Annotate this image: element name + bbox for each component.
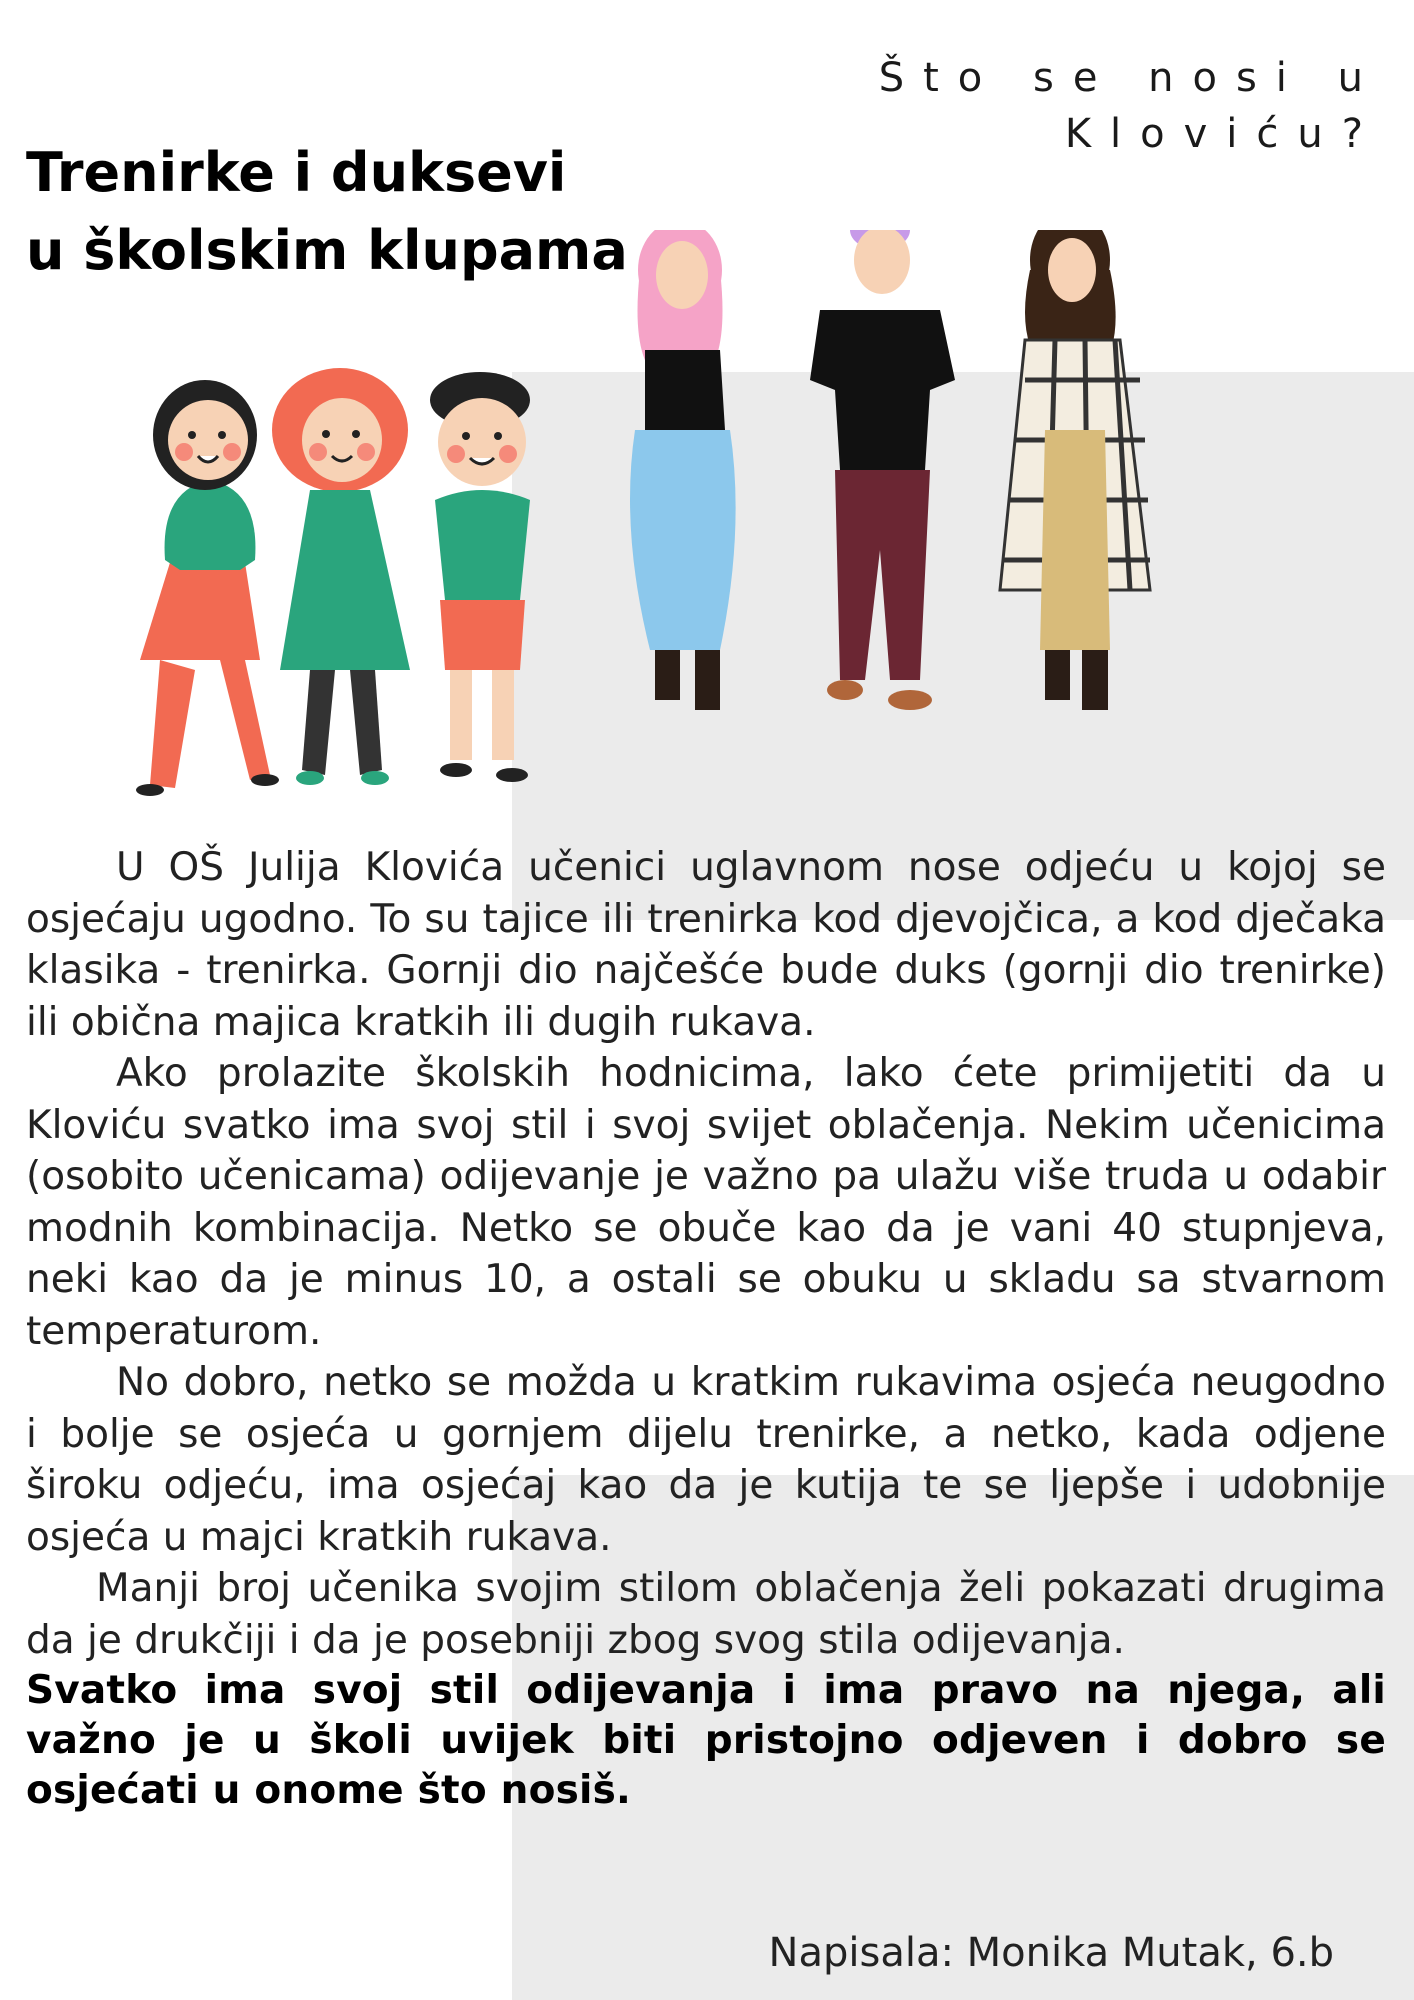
title-line-1: Trenirke i duksevi <box>26 141 567 204</box>
teen-boy-purple-hair-figure <box>810 230 955 710</box>
child-girl-dark-hair-figure <box>136 380 279 796</box>
article-paragraph-1: U OŠ Julija Klovića učenici uglavnom nose odjeću u kojoj se osjećaju ugodno. To su tajice ili trenirka kod djevojčica, a kod dječaka klasika - trenirka. Gornji dio najčešće bude duks (gornji dio trenirke) ili obična majica kratkih ili dugih rukava. <box>26 845 1386 1045</box>
article-closing-statement: Svatko ima svoj stil odijevanja i ima pravo na njega, ali važno je u školi uvijek biti pristojno odjeven i dobro se osjećati u onome što nosiš. <box>26 1668 1386 1813</box>
teen-girl-pink-hair-figure <box>630 230 736 710</box>
child-girl-red-hair-figure <box>272 368 410 785</box>
child-boy-figure <box>430 372 530 782</box>
article-paragraph-2: Ako prolazite školskih hodnicima, lako ćete primijetiti da u Kloviću svatko ima svoj stil i svoj svijet oblačenja. Nekim učenicima (osobito učenicama) odijevanje je važno pa ulažu više truda u odabir modnih kombinacija. Netko se obuče kao da je vani 40 stupnjeva, neki kao da je minus 10, a ostali se obuku u skladu sa stvarnom temperaturom. <box>26 1051 1386 1354</box>
teen-girl-checked-coat-figure <box>1000 230 1150 710</box>
article-paragraph-4: Manji broj učenika svojim stilom oblačenja želi pokazati drugima da je drukčiji i da je posebniji zbog svog stila odijevanja. <box>26 1566 1386 1663</box>
section-kicker: Što se nosi u Kloviću? <box>878 55 1382 157</box>
author-byline: Napisala: Monika Mutak, 6.b <box>768 1930 1334 1976</box>
title-line-2: u školskim klupama <box>26 219 628 282</box>
article-body <box>26 842 1386 1816</box>
group-of-children-and-teens-icon <box>120 230 1300 830</box>
article-paragraph-3: No dobro, netko se možda u kratkim rukavima osjeća neugodno i bolje se osjeća u gornjem dijelu trenirke, a netko, kada odjene široku odjeću, ima osjećaj kao da je kutija te se ljepše i udobnije osjeća u majci kratkih rukava. <box>26 1360 1386 1560</box>
